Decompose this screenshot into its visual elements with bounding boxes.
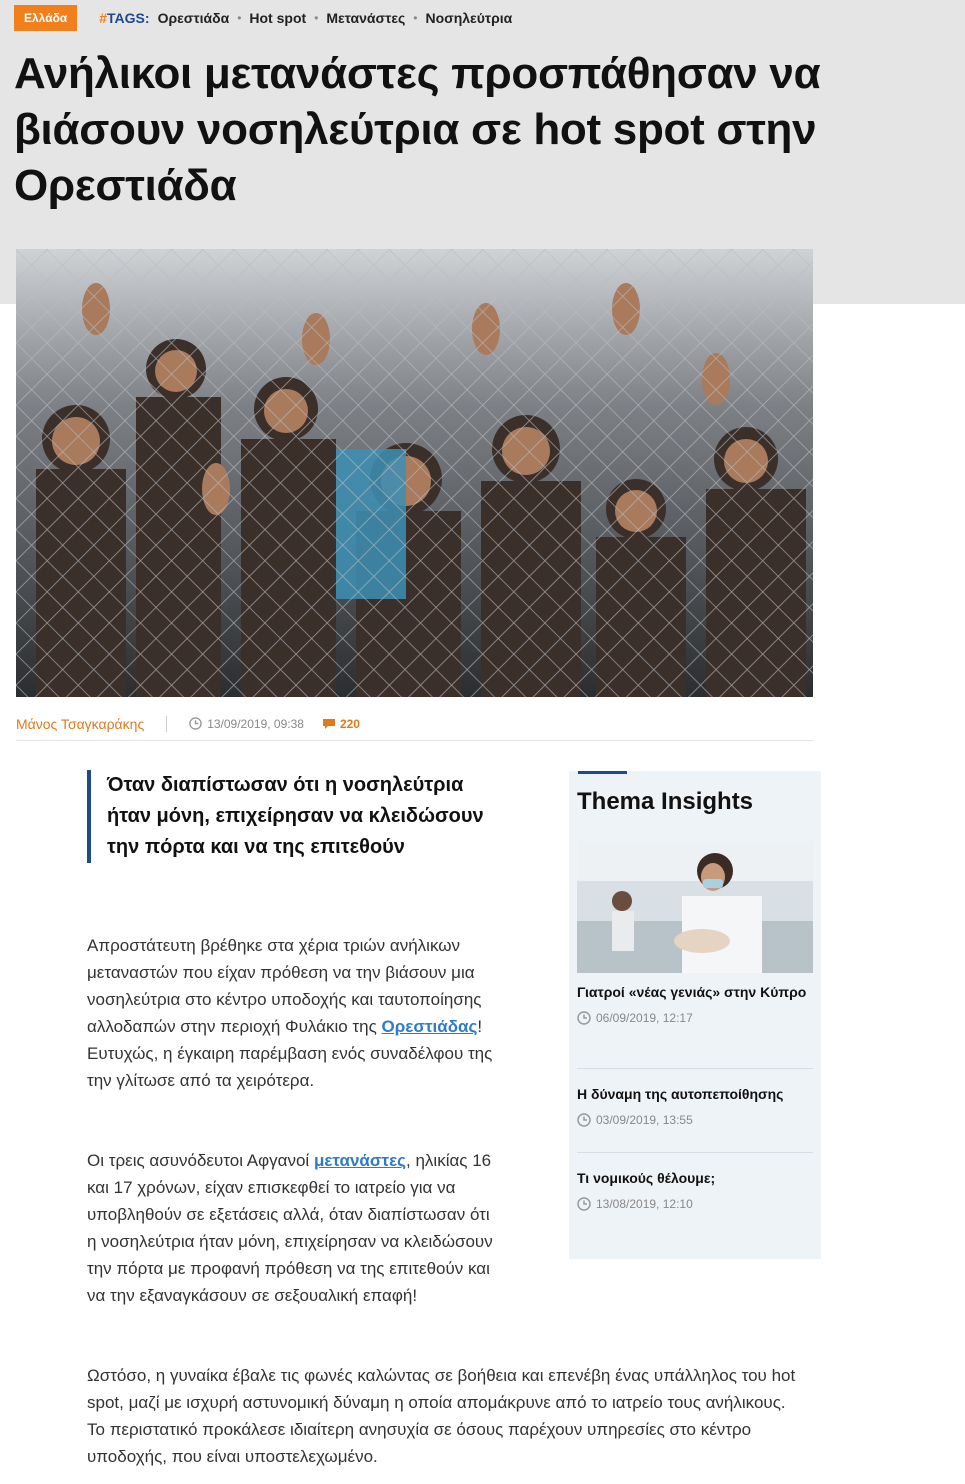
article-paragraph: Ωστόσο, η γυναίκα έβαλε τις φωνές καλώντας σε βοήθεια και επενέβη ένας υπάλληλος του hot spot, μαζί με ισχυρή αστυνομική δύναμη η οποία απομάκρυνε από το ιατρείο τους ανήλικους. Το περιστατικό προκάλεσε ιδιαίτερη ανησυχία σε όσους παρέχουν υπηρεσίες στο κέντρο υποδοχής, που είναι υποστελεχωμένο. bbox=[87, 1366, 796, 1466]
article-paragraph: Απροστάτευτη βρέθηκε στα χέρια τριών ανήλικων μεταναστών που είχαν πρόθεση να την βιάσουν μια νοσηλεύτρια στο κέντρο υποδοχής και ταυτοποίησης αλλοδαπών στην περιοχή Φυλάκιο της Ορεστιάδας! Ευτυχώς, η έγκαιρη παρέμβαση ενός συναδέλφου της την γλίτωσε από τα χειρότερα. bbox=[87, 936, 493, 1090]
article-paragraph: Οι τρεις ασυνόδευτοι Αφγανοί μετανάστες, ηλικίας 16 και 17 χρόνων, είχαν επισκεφθεί το ιατρείο για να υποβληθούν σε εξετάσεις αλλά, όταν διαπίστωσαν ότι η νοσηλεύτρια ήταν μόνη, επιχείρησαν να κλειδώσουν την πόρτα με προφανή πρόθεση να της επιτεθούν και να την εξαναγκάσουν σε σεξουαλική επαφή! bbox=[87, 1151, 493, 1305]
insight-item[interactable] bbox=[577, 983, 813, 1025]
insight-item[interactable] bbox=[577, 1169, 813, 1211]
insight-item[interactable] bbox=[577, 1085, 813, 1127]
tag-inline-link[interactable]: μετανάστες bbox=[313, 1151, 407, 1170]
clock-icon bbox=[577, 1113, 591, 1127]
clock-icon bbox=[577, 1197, 591, 1211]
insight-divider bbox=[577, 1068, 813, 1069]
category-badge[interactable]: Ελλάδα bbox=[14, 5, 77, 31]
clock-icon bbox=[577, 1011, 591, 1025]
insight-divider bbox=[577, 1152, 813, 1153]
tag-separator: • bbox=[237, 11, 242, 25]
insight-date: 03/09/2019, 13:55 bbox=[577, 1113, 813, 1127]
tag-bar bbox=[14, 5, 512, 31]
publish-date: 13/09/2019, 09:38 bbox=[189, 717, 304, 731]
article-headline: Ανήλικοι μετανάστες προσπάθησαν να βιάσουν νοσηλεύτρια σε hot spot στην Ορεστιάδα bbox=[14, 49, 821, 210]
tag-link[interactable]: Νοσηλεύτρια bbox=[425, 10, 513, 26]
tag-separator: • bbox=[314, 11, 319, 25]
insight-title[interactable]: Η δύναμη της αυτοπεποίθησης bbox=[577, 1086, 784, 1102]
insight-thumbnail[interactable] bbox=[577, 841, 813, 973]
insight-title[interactable]: Γιατροί «νέας γενιάς» στην Κύπρο bbox=[577, 984, 807, 1000]
article-lead: Όταν διαπίστωσαν ότι η νοσηλεύτρια ήταν μόνη, επιχείρησαν να κλειδώσουν την πόρτα και να της επιτεθούν bbox=[87, 770, 487, 863]
insight-title[interactable]: Τι νομικούς θέλουμε; bbox=[577, 1170, 716, 1186]
comments-count[interactable]: 220 bbox=[322, 717, 360, 731]
tag-link[interactable]: Hot spot bbox=[249, 10, 307, 26]
insight-date: 06/09/2019, 12:17 bbox=[577, 1011, 813, 1025]
tag-inline-link[interactable]: Ορεστιάδας bbox=[381, 1017, 478, 1036]
clock-icon bbox=[189, 717, 202, 730]
article-meta bbox=[16, 707, 813, 741]
hero-image bbox=[16, 249, 813, 697]
tag-link[interactable]: Ορεστιάδα bbox=[157, 10, 230, 26]
insight-date: 13/08/2019, 12:10 bbox=[577, 1197, 813, 1211]
author-link[interactable]: Μάνος Τσαγκαράκης bbox=[16, 715, 145, 732]
tag-link[interactable]: Μετανάστες bbox=[326, 10, 406, 26]
comment-icon bbox=[322, 718, 336, 730]
tags-label: #TAGS: bbox=[99, 10, 150, 26]
tag-separator: • bbox=[413, 11, 418, 25]
sidebar-accent-bar bbox=[578, 771, 627, 774]
meta-divider bbox=[166, 716, 167, 732]
sidebar-title: Thema Insights bbox=[577, 788, 754, 815]
